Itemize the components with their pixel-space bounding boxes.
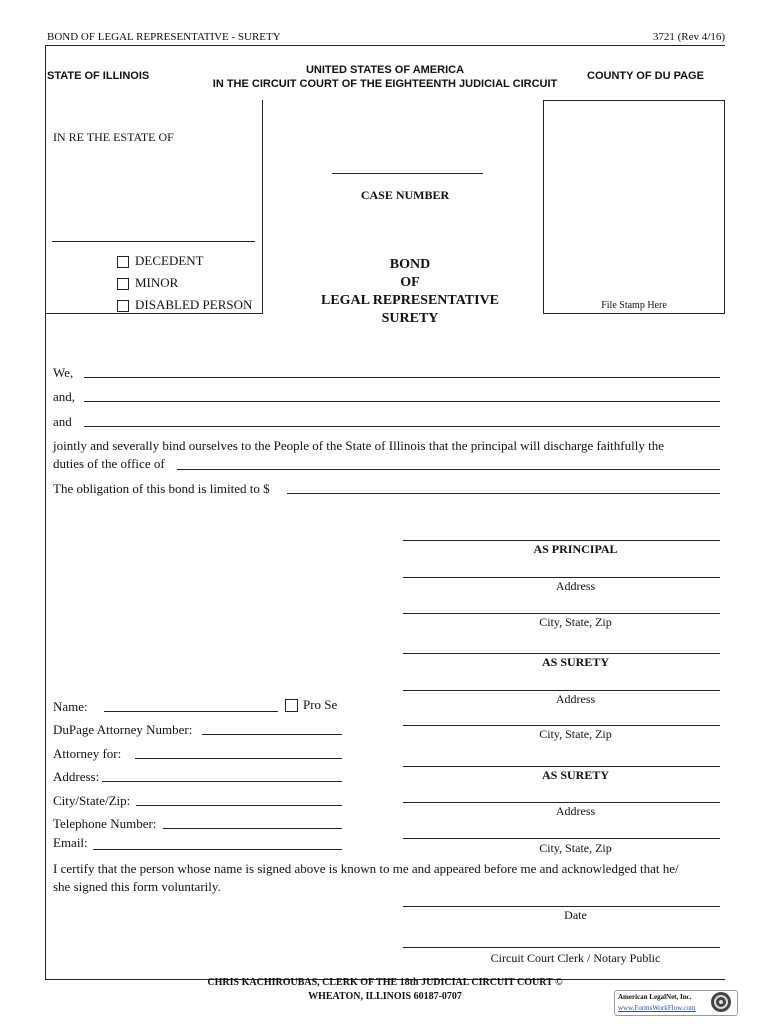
certify-text-2: she signed this form voluntarily. bbox=[53, 879, 221, 894]
jointly-text-1: jointly and severally bind ourselves to the People of the State of Illinois that the principal will discharge faithfully the bbox=[53, 438, 664, 453]
surety2-address-line[interactable] bbox=[403, 802, 720, 803]
we-line[interactable] bbox=[84, 377, 720, 378]
title-line-4: SURETY bbox=[381, 311, 439, 326]
surety1-address-label: Address bbox=[555, 692, 596, 706]
surety2-city-line[interactable] bbox=[403, 838, 720, 839]
form-number: 3721 (Rev 4/16) bbox=[652, 31, 725, 43]
estate-label: IN RE THE ESTATE OF bbox=[53, 130, 174, 144]
and2-line[interactable] bbox=[84, 426, 720, 427]
left-border bbox=[45, 45, 46, 980]
surety2-signature-line[interactable] bbox=[403, 766, 720, 767]
case-number-line[interactable] bbox=[332, 173, 483, 174]
county-label: COUNTY OF DU PAGE bbox=[587, 70, 704, 82]
disabled-person-label: DISABLED PERSON bbox=[135, 297, 253, 312]
surety1-city-line[interactable] bbox=[403, 725, 720, 726]
title-line-3: LEGAL REPRESENTATIVE bbox=[320, 293, 500, 308]
country-label: UNITED STATES OF AMERICA bbox=[305, 64, 465, 76]
attorney-name-line[interactable] bbox=[104, 711, 278, 712]
minor-checkbox[interactable] bbox=[117, 278, 129, 290]
attorney-city-line[interactable] bbox=[136, 805, 342, 806]
disabled-person-checkbox[interactable] bbox=[117, 300, 129, 312]
and1-label: and, bbox=[53, 389, 76, 404]
clerk-label: Circuit Court Clerk / Notary Public bbox=[490, 951, 661, 965]
brand-logo-icon bbox=[711, 992, 731, 1012]
brand-url[interactable]: www.FormsWorkFlow.com bbox=[618, 1004, 696, 1012]
as-surety-label-1: AS SURETY bbox=[541, 655, 610, 669]
estate-box-bottom bbox=[45, 313, 263, 314]
dupage-number-label: DuPage Attorney Number: bbox=[53, 722, 193, 737]
footer-address: WHEATON, ILLINOIS 60187-0707 bbox=[308, 991, 462, 1002]
as-surety-label-2: AS SURETY bbox=[541, 768, 610, 782]
surety1-city-label: City, State, Zip bbox=[539, 727, 612, 741]
surety1-signature-line[interactable] bbox=[403, 653, 720, 654]
surety1-address-line[interactable] bbox=[403, 690, 720, 691]
jointly-text-2: duties of the office of bbox=[53, 456, 165, 471]
we-label: We, bbox=[53, 365, 74, 380]
decedent-label: DECEDENT bbox=[135, 253, 204, 268]
brand-name: American LegalNet, Inc. bbox=[618, 993, 692, 1001]
office-line[interactable] bbox=[177, 469, 720, 470]
and1-line[interactable] bbox=[84, 401, 720, 402]
case-number-label: CASE NUMBER bbox=[360, 188, 450, 202]
attorney-name-label: Name: bbox=[53, 699, 88, 714]
attorney-address-label: Address: bbox=[53, 769, 100, 784]
decedent-checkbox[interactable] bbox=[117, 256, 129, 268]
pro-se-checkbox[interactable] bbox=[285, 699, 298, 712]
footer-clerk: CHRIS KACHIROUBAS, CLERK OF THE 18th JUDICIAL CIRCUIT COURT © bbox=[207, 977, 563, 988]
attorney-for-line[interactable] bbox=[135, 758, 342, 759]
file-stamp-label: File Stamp Here bbox=[601, 300, 667, 311]
principal-signature-line[interactable] bbox=[403, 540, 720, 541]
principal-address-label: Address bbox=[555, 579, 596, 593]
dupage-number-line[interactable] bbox=[202, 734, 342, 735]
certify-text-1: I certify that the person whose name is signed above is known to me and appeared before me and acknowledged that he/ bbox=[53, 861, 679, 876]
telephone-label: Telephone Number: bbox=[53, 816, 157, 831]
obligation-line[interactable] bbox=[287, 493, 720, 494]
file-stamp-box bbox=[543, 100, 725, 314]
attorney-city-label: City/State/Zip: bbox=[53, 793, 131, 808]
and2-label: and bbox=[53, 414, 72, 429]
email-label: Email: bbox=[53, 835, 88, 850]
date-line[interactable] bbox=[403, 906, 720, 907]
email-line[interactable] bbox=[93, 849, 342, 850]
as-principal-label: AS PRINCIPAL bbox=[533, 542, 618, 556]
attorney-for-label: Attorney for: bbox=[53, 746, 122, 761]
minor-label: MINOR bbox=[135, 275, 179, 290]
surety2-address-label: Address bbox=[555, 804, 596, 818]
surety2-city-label: City, State, Zip bbox=[539, 841, 612, 855]
title-line-1: BOND bbox=[389, 257, 431, 272]
attorney-address-line[interactable] bbox=[102, 781, 342, 782]
estate-box-right bbox=[262, 100, 263, 314]
telephone-line[interactable] bbox=[163, 828, 342, 829]
pro-se-label: Pro Se bbox=[303, 697, 338, 712]
header-rule bbox=[45, 45, 725, 46]
principal-city-label: City, State, Zip bbox=[539, 615, 612, 629]
form-title: BOND OF LEGAL REPRESENTATIVE - SURETY bbox=[47, 31, 281, 43]
state-label: STATE OF ILLINOIS bbox=[47, 70, 150, 82]
document-title bbox=[290, 256, 530, 328]
clerk-signature-line[interactable] bbox=[403, 947, 720, 948]
principal-address-line[interactable] bbox=[403, 577, 720, 578]
obligation-label: The obligation of this bond is limited to $ bbox=[53, 481, 270, 496]
court-label: IN THE CIRCUIT COURT OF THE EIGHTEENTH JUDICIAL CIRCUIT bbox=[212, 78, 558, 90]
estate-name-line[interactable] bbox=[52, 241, 255, 242]
principal-city-line[interactable] bbox=[403, 613, 720, 614]
title-line-2: OF bbox=[400, 275, 420, 290]
date-label: Date bbox=[564, 908, 587, 922]
